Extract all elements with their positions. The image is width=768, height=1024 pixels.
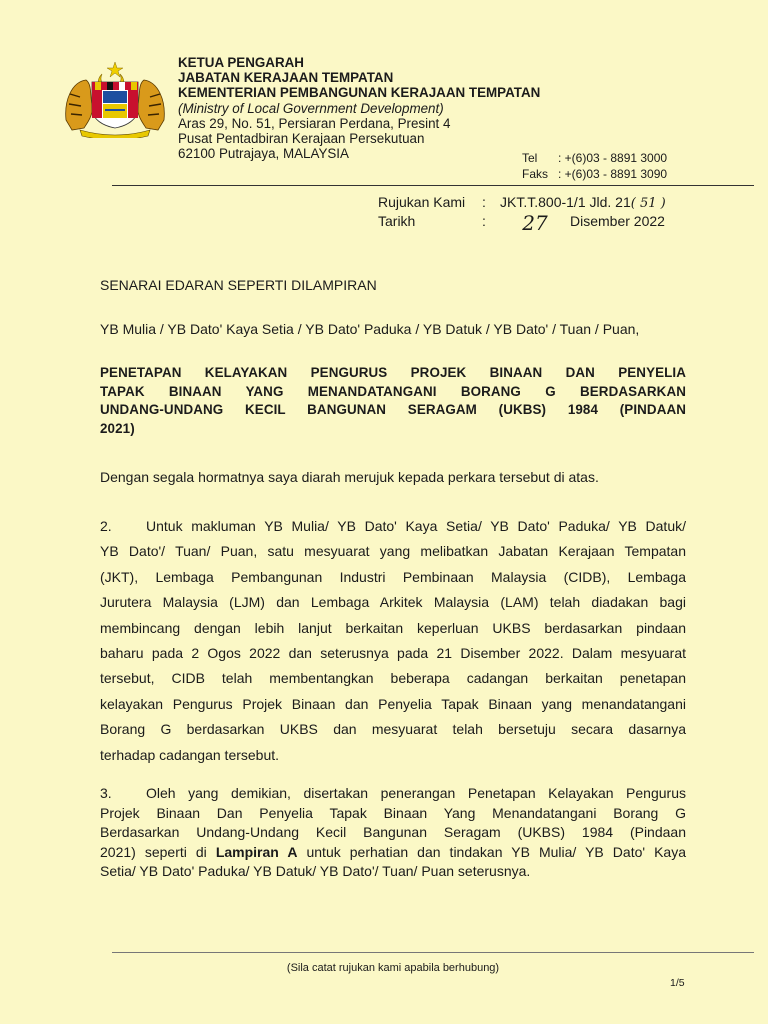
reference-block <box>378 194 666 235</box>
subject-line: TAPAK BINAAN YANG MENANDATANGANI BORANG G BERDASARKAN <box>100 383 686 399</box>
subject-line: 2021) <box>100 420 135 436</box>
paragraph-line: tersebut, CIDB telah membentangkan beberapa cadangan berkaitan penetapan <box>100 670 686 687</box>
ministry-english: (Ministry of Local Government Development) <box>178 100 444 116</box>
paragraph-3 <box>100 784 686 882</box>
paragraph-line: terhadap cadangan tersebut. <box>100 746 280 763</box>
paragraph-number: 2. <box>100 518 112 534</box>
handwritten-date-day: 27 <box>522 211 548 235</box>
paragraph-line: Borang G berdasarkan UKBS dan mesyuarat telah bersetuju secara dasarnya <box>100 721 686 738</box>
footer-divider <box>112 952 754 953</box>
fax-value: : +(6)03 - 8891 3090 <box>558 167 668 181</box>
reference-label: Rujukan Kami <box>378 194 466 210</box>
ministry-name: KEMENTERIAN PEMBANGUNAN KERAJAAN TEMPATAN <box>178 85 541 101</box>
date-label: Tarikh <box>378 213 416 229</box>
address-line: Aras 29, No. 51, Persiaran Perdana, Presint 4 <box>178 115 451 131</box>
recipient: SENARAI EDARAN SEPERTI DILAMPIRAN <box>100 277 377 293</box>
paragraph-2 <box>100 514 686 768</box>
contact-numbers <box>522 150 667 182</box>
department-name: JABATAN KERAJAAN TEMPATAN <box>178 70 394 86</box>
opening-paragraph: Dengan segala hormatnya saya diarah merujuk kepada perkara tersebut di atas. <box>100 469 599 485</box>
colon: : <box>482 213 486 229</box>
letterhead <box>178 55 540 161</box>
paragraph-line: kelayakan Pengurus Projek Binaan dan Penyelia Tapak Binaan yang menandatangani <box>100 695 686 712</box>
salutation: YB Mulia / YB Dato' Kaya Setia / YB Dato' Paduka / YB Datuk / YB Dato' / Tuan / Puan, <box>100 321 640 337</box>
subject <box>100 364 686 438</box>
paragraph-line: Berdasarkan Undang-Undang Kecil Bangunan Seragam (UKBS) 1984 (Pindaan <box>100 824 686 840</box>
tel-label: Tel <box>522 151 538 165</box>
paragraph-line: Projek Binaan Dan Penyelia Tapak Binaan Yang Menandatangani Borang G <box>100 804 686 821</box>
footer-note: (Sila catat rujukan kami apabila berhubung) <box>286 962 500 974</box>
page-number: 1/5 <box>670 977 685 989</box>
tel-value: : +(6)03 - 8891 3000 <box>558 151 668 165</box>
address-line: 62100 Putrajaya, MALAYSIA <box>178 146 349 162</box>
paragraph-line: Jurutera Malaysia (LJM) dan Lembaga Arkitek Malaysia (LAM) telah diadakan bagi <box>100 594 686 611</box>
paragraph-line: membincang dengan lebih lanjut berkaitan keperluan UKBS berdasarkan pindaan <box>100 619 686 636</box>
malaysia-coat-of-arms-icon <box>62 60 168 138</box>
paragraph-line: (JKT), Lembaga Pembangunan Industri Pembinaan Malaysia (CIDB), Lembaga <box>100 568 686 585</box>
handwritten-reference: ( 51 ) <box>630 196 666 211</box>
paragraph-line: Oleh yang demikian, disertakan penerangan Penetapan Kelayakan Pengurus <box>146 785 686 801</box>
paragraph-line: Untuk makluman YB Mulia/ YB Dato' Kaya Setia/ YB Dato' Paduka/ YB Datuk/ <box>146 518 686 534</box>
header-divider <box>112 185 754 186</box>
reference-number: JKT.T.800-1/1 Jld. 21 <box>500 194 631 210</box>
attachment-reference: Lampiran A <box>215 843 298 860</box>
paragraph-line: 2021) seperti di <box>100 843 216 860</box>
paragraph-line: Setia/ YB Dato' Paduka/ YB Datuk/ YB Dato'/ Tuan/ Puan seterusnya. <box>100 863 531 879</box>
colon: : <box>482 194 486 210</box>
paragraph-line: untuk perhatian dan tindakan YB Mulia/ YB Dato' Kaya <box>297 843 686 860</box>
paragraph-line: YB Dato'/ Tuan/ Puan, satu mesyuarat yang melibatkan Jabatan Kerajaan Tempatan <box>100 543 686 560</box>
fax-label: Faks <box>522 167 549 181</box>
paragraph-line: baharu pada 2 Ogos 2022 dan seterusnya pada 21 Disember 2022. Dalam mesyuarat <box>100 645 686 662</box>
subject-line: UNDANG-UNDANG KECIL BANGUNAN SERAGAM (UKBS) 1984 (PINDAAN <box>100 402 686 417</box>
address-line: Pusat Pentadbiran Kerajaan Persekutuan <box>178 131 425 147</box>
subject-line: PENETAPAN KELAYAKAN PENGURUS PROJEK BINAAN DAN PENYELIA <box>100 365 686 380</box>
date-value: Disember 2022 <box>570 213 665 229</box>
office-title: KETUA PENGARAH <box>178 55 304 70</box>
paragraph-number: 3. <box>100 785 112 801</box>
